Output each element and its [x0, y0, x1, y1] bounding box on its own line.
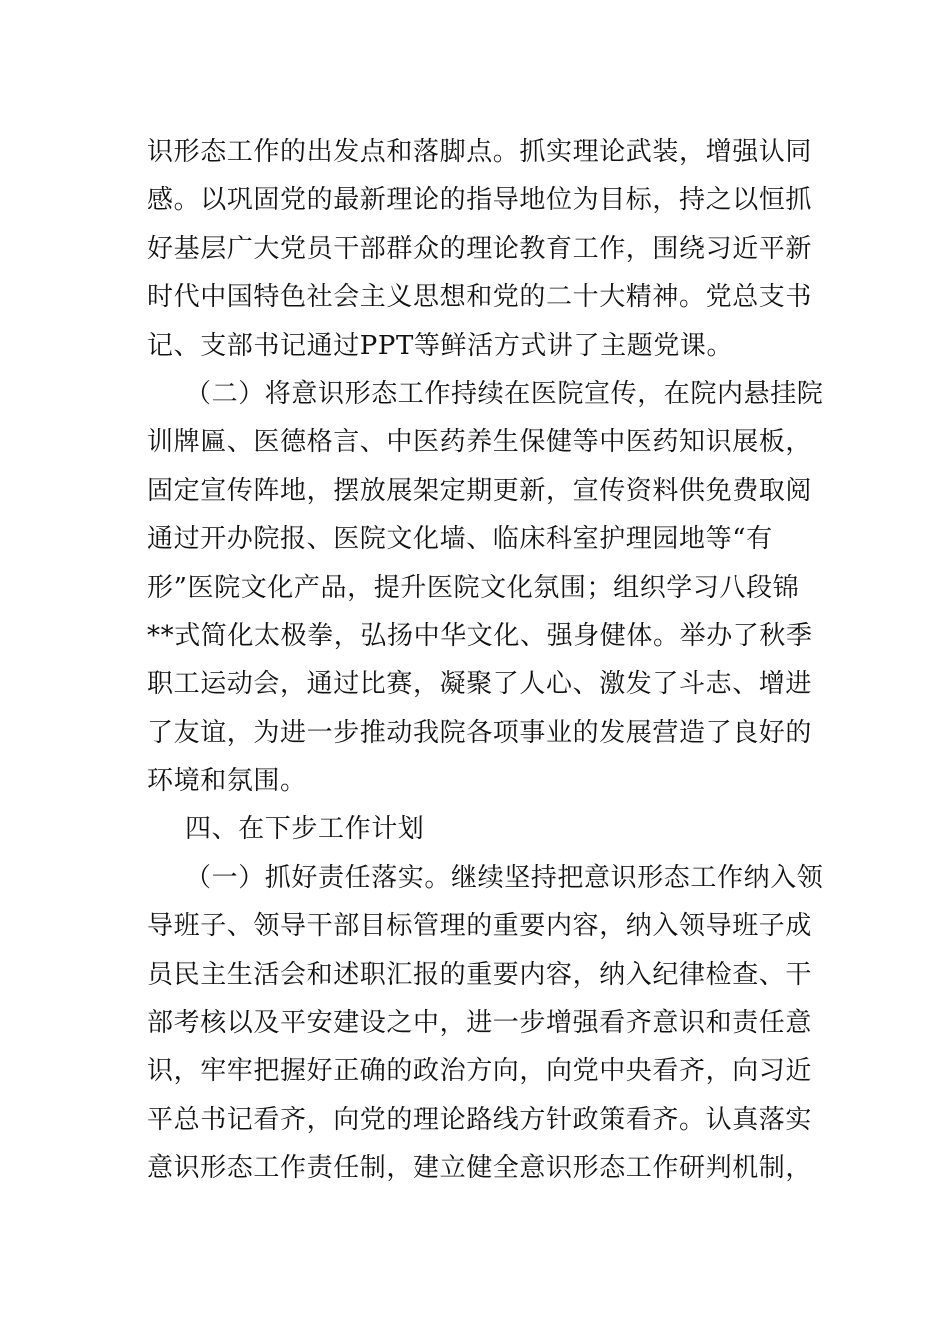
text-line: 形”医院文化产品，提升医院文化氛围；组织学习八段锦: [147, 572, 800, 603]
text-line: 平总书记看齐，向党的理论路线方针政策看齐。认真落实: [147, 1104, 813, 1135]
text-line: （一）抓好责任落实。继续坚持把意识形态工作纳入领: [185, 862, 824, 893]
paragraph-hospital-publicity: [147, 370, 824, 806]
paragraph-responsibility: [147, 854, 824, 1193]
text-line: **式简化太极拳，弘扬中华文化、强身健体。举办了秋季: [147, 620, 813, 651]
text-line: 环境和氛围。: [147, 766, 307, 797]
text-line: 员民主生活会和述职汇报的重要内容，纳入纪律检查、干: [147, 959, 813, 990]
text-line: 识，牢牢把握好正确的政治方向，向党中央看齐，向习近: [147, 1056, 813, 1087]
text-line: 固定宣传阵地，摆放展架定期更新，宣传资料供免费取阅: [147, 475, 813, 506]
paragraph-theory-education: [147, 128, 813, 370]
text-line: 意识形态工作责任制，建立健全意识形态工作研判机制，: [147, 1153, 813, 1184]
text-line: 导班子、领导干部目标管理的重要内容，纳入领导班子成: [147, 911, 813, 942]
text-line: 了友谊，为进一步推动我院各项事业的发展营造了良好的: [147, 717, 813, 748]
section-heading: 四、在下步工作计划: [185, 814, 425, 845]
text-line: 时代中国特色社会主义思想和党的二十大精神。党总支书: [147, 282, 813, 313]
text-line: 训牌匾、医德格言、中医药养生保健等中医药知识展板，: [147, 427, 813, 458]
text-line: 好基层广大党员干部群众的理论教育工作，围绕习近平新: [147, 233, 813, 264]
text-line: 识形态工作的出发点和落脚点。抓实理论武装，增强认同: [147, 137, 813, 167]
text-line: 记、支部书记通过PPT等鲜活方式讲了主题党课。: [147, 330, 734, 361]
document-body: [147, 128, 824, 1193]
text-line: 感。以巩固党的最新理论的指导地位为目标，持之以恒抓: [147, 185, 813, 216]
text-line: 部考核以及平安建设之中，进一步增强看齐意识和责任意: [147, 1008, 813, 1039]
section-heading-next-plan: [147, 805, 807, 853]
text-line: （二）将意识形态工作持续在医院宣传，在院内悬挂院: [185, 378, 824, 409]
text-line: 通过开办院报、医院文化墙、临床科室护理园地等“有: [147, 524, 773, 555]
text-line: 职工运动会，通过比赛，凝聚了人心、激发了斗志、增进: [147, 669, 813, 700]
